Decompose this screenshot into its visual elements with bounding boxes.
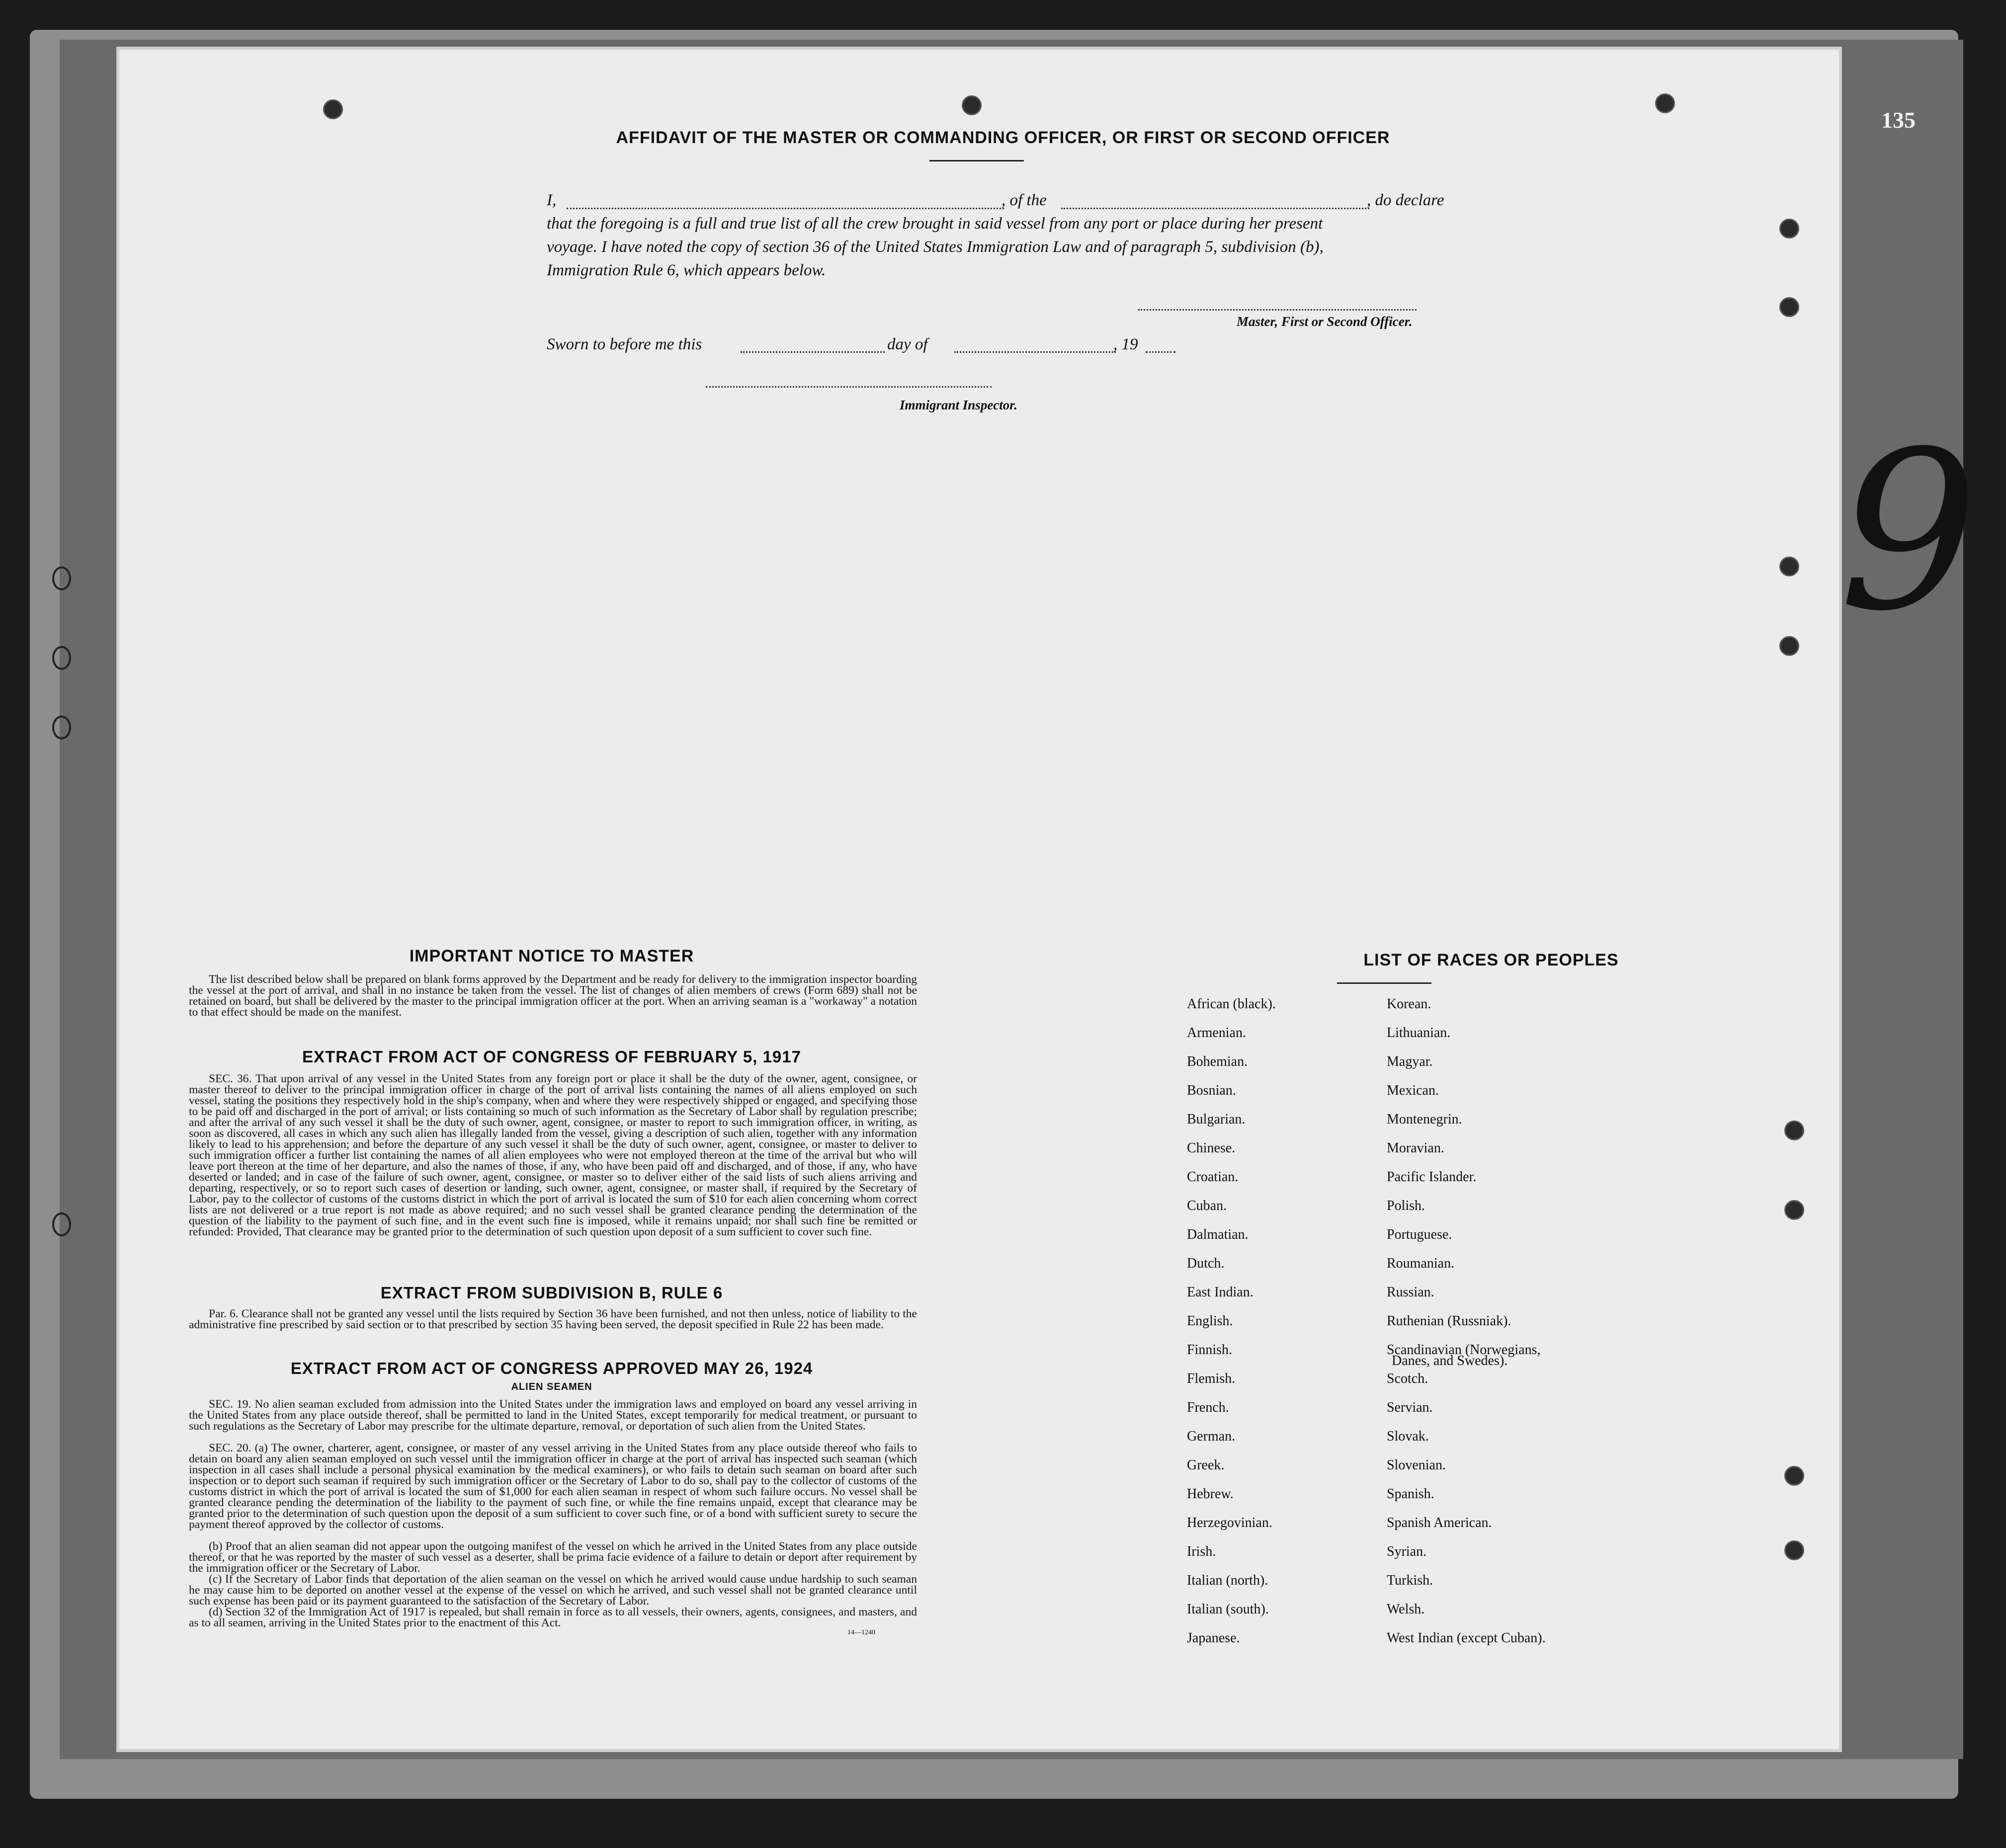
binder-hole <box>52 716 71 739</box>
race-right-item: West Indian (except Cuban). <box>1387 1630 1546 1646</box>
race-left-item: Dalmatian. <box>1187 1227 1249 1242</box>
affidavit-do-declare: , do declare <box>1367 191 1444 209</box>
race-left-item: Hebrew. <box>1187 1486 1234 1502</box>
race-left-item: French. <box>1187 1400 1229 1415</box>
races-title-rule <box>1337 982 1431 984</box>
punch-hole <box>323 99 343 119</box>
race-right-item: Roumanian. <box>1387 1256 1455 1271</box>
race-left-item: Herzegovinian. <box>1187 1515 1272 1530</box>
extract3-sec20c: (c) If the Secretary of Labor finds that deportation of the alien seaman on the vessel on which he arrived would cause undue hardship to such seaman he may cause him to be deported on another vessel at the expense of the vessel on which he arrived, and such vessel shall not be granted clearance until such expense has been paid or its payment guaranteed to the satisfaction of the Secretary of Labor. <box>189 1573 917 1607</box>
race-left-item: Bohemian. <box>1187 1054 1248 1069</box>
race-right-item: Polish. <box>1387 1198 1425 1213</box>
race-left-item: Croatian. <box>1187 1169 1239 1185</box>
race-right-item: Scotch. <box>1387 1371 1428 1386</box>
affidavit-of-the: , of the <box>1002 191 1047 209</box>
race-right-item: Ruthenian (Russniak). <box>1387 1313 1511 1329</box>
race-right-item: Montenegrin. <box>1387 1112 1462 1127</box>
race-left-item: African (black). <box>1187 996 1276 1012</box>
race-right-item: Slovak. <box>1387 1429 1429 1444</box>
punch-hole <box>962 95 982 115</box>
race-left-item: Flemish. <box>1187 1371 1236 1386</box>
extract3-sec19: SEC. 19. No alien seaman excluded from admission into the United States under the immigration laws and employed on board any vessel arriving in the United States from any place outside thereof, shall be permitted to land in the United States, except temporarily for medical treatment, or pursuant to such regulations as the Secretary of Labor may prescribe for the ultimate departure, removal, or deportation of such alien from the United States. <box>189 1398 917 1433</box>
race-left-item: Japanese. <box>1187 1630 1240 1646</box>
punch-hole <box>1784 1540 1804 1560</box>
race-right-item: Russian. <box>1387 1285 1434 1300</box>
race-right-item: Magyar. <box>1387 1054 1433 1069</box>
form-number: 14—1240 <box>847 1629 875 1636</box>
punch-hole <box>1779 636 1799 656</box>
name-field-line[interactable] <box>567 208 1004 209</box>
race-left-item: Bulgarian. <box>1187 1112 1246 1127</box>
extract3-subtitle: ALIEN SEAMEN <box>511 1381 592 1392</box>
race-left-item: Dutch. <box>1187 1256 1225 1271</box>
race-left-item: Irish. <box>1187 1544 1216 1559</box>
race-left-item: German. <box>1187 1429 1236 1444</box>
race-left-item: Chinese. <box>1187 1140 1236 1156</box>
notice-body: The list described below shall be prepared on blank forms approved by the Department and be ready for delivery to the immigration inspector boarding the vessel at the port of arrival, and shall in no instance be taken from the vessel. The list of changes of alien members of crews (Form 689) shall not be retained on board, but shall be delivered by the master to the principal immigration officer at the port. When an arriving seaman is a "workaway" a notation to that effect should be made on the manifest. <box>189 973 917 1019</box>
race-right-item: Spanish. <box>1387 1486 1434 1502</box>
race-right-item: Moravian. <box>1387 1140 1444 1156</box>
race-right-item: Turkish. <box>1387 1573 1433 1588</box>
sworn-prefix: Sworn to before me this <box>547 335 702 353</box>
race-right-continued: Danes, and Swedes). <box>1392 1353 1508 1368</box>
race-left-item: Greek. <box>1187 1457 1225 1473</box>
extract1-title: EXTRACT FROM ACT OF CONGRESS OF FEBRUARY 5, 1917 <box>302 1047 801 1066</box>
races-title: LIST OF RACES OR PEOPLES <box>1363 951 1619 969</box>
extract3-title: EXTRACT FROM ACT OF CONGRESS APPROVED MAY 26, 1924 <box>290 1359 813 1377</box>
affidavit-line2: that the foregoing is a full and true list of all the crew brought in said vessel from any port or place during her present <box>547 215 1323 233</box>
extract2-title: EXTRACT FROM SUBDIVISION B, RULE 6 <box>380 1284 723 1302</box>
punch-hole <box>1784 1200 1804 1220</box>
race-right-item: Welsh. <box>1387 1602 1425 1617</box>
race-right-item: Servian. <box>1387 1400 1433 1415</box>
race-left-item: English. <box>1187 1313 1233 1329</box>
punch-hole <box>1779 557 1799 576</box>
race-left-item: Armenian. <box>1187 1025 1246 1041</box>
sworn-day-of: day of <box>887 335 928 353</box>
race-right-item: Scandinavian (Norwegians, <box>1387 1342 1541 1358</box>
race-left-item: East Indian. <box>1187 1285 1254 1300</box>
binder-hole <box>52 566 71 590</box>
race-left-item: Italian (north). <box>1187 1573 1268 1588</box>
binder-hole <box>52 1212 71 1236</box>
inspector-signature-line[interactable] <box>706 386 992 388</box>
race-left-item: Bosnian. <box>1187 1083 1236 1098</box>
master-signature-line[interactable] <box>1138 309 1417 311</box>
race-right-item: Korean. <box>1387 996 1431 1012</box>
sworn-day-line[interactable] <box>741 351 885 353</box>
extract3-sec20a: SEC. 20. (a) The owner, charterer, agent, consignee, or master of any vessel arriving in the United States from any place outside thereof who fails to detain on board any alien seaman employed on such vessel until the immigration officer in charge at the port of arrival has inspected such seaman (which inspection in all cases shall include a personal physical examination by the medical examiners), or who fails to detain such seaman on board after such inspection or to deport such seaman if required by such immigration officer or the Secretary of Labor to do so, shall pay to the collector of customs of the customs district in which the port of arrival is located the sum of $1,000 for each alien seaman in respect of whom such failure occurs. No vessel shall be granted clearance pending the determination of the liability to the payment of such fine, or while the fine remains unpaid, except that clearance may be granted prior to the determination of such question upon the deposit of a sum sufficient to cover such fine, or of a bond with sufficient surety to secure the payment thereof approved by the collector of customs. <box>189 1442 917 1531</box>
extract2-body: Par. 6. Clearance shall not be granted any vessel until the lists required by Section 36 have been furnished, and not then unless, notice of liability to the administrative fine prescribed by said section or to that prescribed by section 35 having been served, the deposit specified in Rule 22 has been made. <box>189 1307 917 1331</box>
vessel-field-line[interactable] <box>1061 208 1369 209</box>
affidavit-line3: voyage. I have noted the copy of section 36 of the United States Immigration Law and of paragraph 5, subdivision (b), <box>547 238 1324 256</box>
notice-title: IMPORTANT NOTICE TO MASTER <box>409 947 694 965</box>
affidavit-title: AFFIDAVIT OF THE MASTER OR COMMANDING OFFICER, OR FIRST OR SECOND OFFICER <box>616 128 1390 147</box>
punch-hole <box>1779 297 1799 317</box>
race-left-item: Italian (south). <box>1187 1602 1269 1617</box>
extract3-sec20d: (d) Section 32 of the Immigration Act of 1917 is repealed, but shall remain in force as to all vessels, their owners, agents, consignees, and masters, and as to all seamen, arriving in the United States prior to the enactment of this Act. <box>189 1606 917 1629</box>
race-right-item: Slovenian. <box>1387 1457 1446 1473</box>
punch-hole <box>1655 93 1675 113</box>
punch-hole <box>1784 1121 1804 1140</box>
page-number: 135 <box>1881 107 1916 133</box>
punch-hole <box>1784 1466 1804 1486</box>
race-left-item: Finnish. <box>1187 1342 1233 1358</box>
sworn-month-line[interactable] <box>954 351 1116 353</box>
race-left-item: Cuban. <box>1187 1198 1227 1213</box>
punch-hole <box>1779 219 1799 239</box>
handwritten-number: 9 <box>1839 404 1978 659</box>
race-right-item: Mexican. <box>1387 1083 1439 1098</box>
sworn-year-line[interactable] <box>1146 351 1175 353</box>
race-right-item: Syrian. <box>1387 1544 1427 1559</box>
binder-hole <box>52 646 71 670</box>
affidavit-line4: Immigration Rule 6, which appears below. <box>547 261 826 279</box>
race-right-item: Pacific Islander. <box>1387 1169 1477 1185</box>
race-right-item: Spanish American. <box>1387 1515 1492 1530</box>
race-right-item: Lithuanian. <box>1387 1025 1451 1041</box>
extract3-sec20b: (b) Proof that an alien seaman did not appear upon the outgoing manifest of the vessel on which he arrived in the United States from any place outside thereof, or that he was reported by the master of such vessel as a deserter, shall be prima facie evidence of a failure to detain or deport after requirement by the immigration officer or the Secretary of Labor. <box>189 1540 917 1575</box>
master-signature-label: Master, First or Second Officer. <box>1237 314 1413 329</box>
affidavit-i: I, <box>547 191 557 209</box>
sworn-year: , 19 <box>1113 335 1138 353</box>
inspector-signature-label: Immigrant Inspector. <box>900 398 1018 412</box>
extract1-body: SEC. 36. That upon arrival of any vessel in the United States from any foreign port or place it shall be the duty of the owner, agent, consignee, or master thereof to deliver to the principal immigration officer in charge of the port of arrival lists containing the names of all aliens employed on such vessel, stating the positions they respectively hold in the ship's company, when and where they were respectively shipped or engaged, and specifying those to be paid off and discharged in the port of arrival; or lists containing so much of such information as the Secretary of Labor shall by regulation prescribe; and after the arrival of any such vessel it shall be the duty of such owner, agent, consignee, or master to report to such immigration officer, in writing, as soon as discovered, all cases in which any such alien has illegally landed from the vessel, giving a description of such alien, together with any information likely to lead to his apprehension; and before the departure of any such vessel it shall be the duty of such owner, agent, consignee, or master to deliver to such immigration officer a further list containing the names of all alien employees who were not employed thereon at the time of the arrival but who will leave port thereon at the time of her departure, and also the names of those, if any, who have been paid off and discharged, and of those, if any, who have deserted or landed; and in case of the failure of such owner, agent, consignee, or master so to deliver either of the said lists of such aliens arriving and departing, respectively, or so to report such cases of desertion or landing, such owner, agent, consignee, or master shall, if required by the Secretary of Labor, pay to the collector of customs of the customs district in which the port of arrival is located the sum of $10 for each alien concerning whom correct lists are not delivered or a true report is not made as above required; and no such vessel shall be granted clearance pending the determination of the question of the liability to the payment of such fine, and in the event such fine is imposed, while it remains unpaid; nor shall such fine be remitted or refunded: Provided, That clearance may be granted prior to the determination of such question upon deposit of a sum sufficient to cover such fine. <box>189 1072 917 1238</box>
title-rule <box>929 160 1024 161</box>
race-right-item: Portuguese. <box>1387 1227 1452 1242</box>
